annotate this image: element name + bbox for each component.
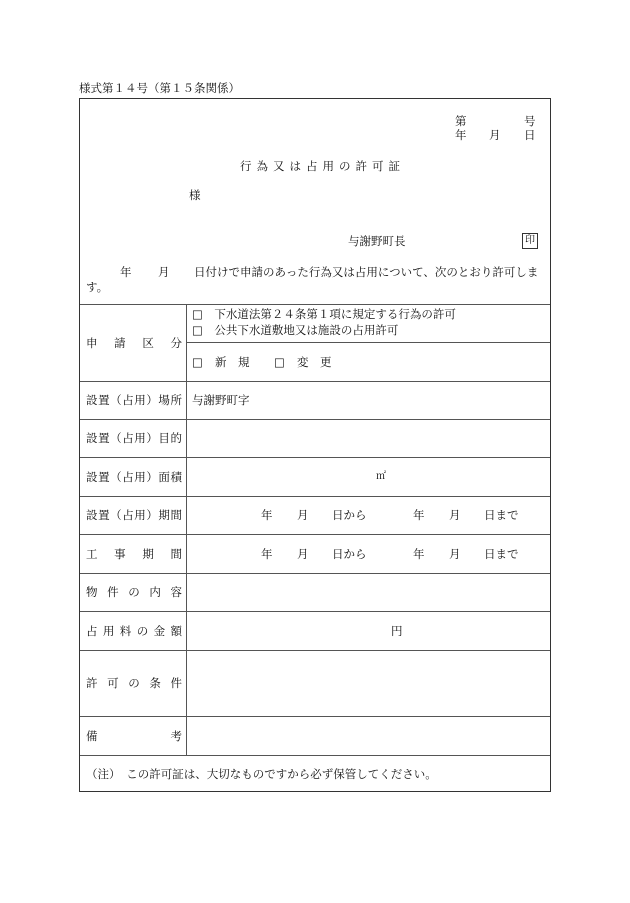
row-divider — [80, 534, 550, 535]
date-year: 年 — [455, 128, 467, 142]
row-divider — [80, 457, 550, 458]
label-text: 設置（占用）場所 — [86, 393, 182, 407]
label-text: 設置（占用）期間 — [86, 508, 182, 522]
label-text: 設置（占用）面積 — [86, 470, 182, 484]
application-new-label: 新 規 — [215, 355, 250, 369]
intro-month: 月 — [158, 265, 170, 279]
application-type-divider — [186, 342, 550, 343]
label-text: 備考 — [86, 729, 182, 743]
location-value: 与謝野町字 — [192, 393, 250, 407]
row-divider — [80, 496, 550, 497]
construction-period-label — [86, 544, 182, 564]
label-text: 設置（占用）目的 — [86, 431, 182, 445]
application-option-occupancy-permit: □ 公共下水道敷地又は施設の占用許可 — [192, 323, 399, 337]
addressee-sama: 様 — [189, 188, 201, 202]
application-type-label — [86, 333, 182, 353]
table-top-border — [80, 304, 550, 305]
row-divider — [80, 755, 550, 756]
label-text: 物件の内容 — [86, 585, 182, 599]
remarks-label — [86, 726, 182, 746]
row-divider — [80, 419, 550, 420]
application-change-label: 変 更 — [297, 355, 332, 369]
label-text: 許可の条件 — [86, 676, 182, 690]
fee-label — [86, 621, 182, 641]
label-text: 申請区分 — [86, 336, 182, 350]
application-change-checkbox: □ — [274, 355, 285, 369]
date-day: 日 — [524, 128, 536, 142]
fee-unit: 円 — [391, 624, 403, 638]
period-from-month: 月 — [297, 508, 309, 522]
construction-from-year: 年 — [261, 547, 273, 561]
construction-to-year: 年 — [413, 547, 425, 561]
period-label — [86, 505, 182, 525]
issuer-name: 与謝野町長 — [348, 234, 406, 248]
purpose-label — [86, 428, 182, 448]
seal-mark — [522, 232, 538, 249]
label-text: 工事期間 — [86, 547, 182, 561]
row-divider — [80, 573, 550, 574]
label-column-divider — [186, 304, 187, 755]
label-text: 占用料の金額 — [86, 624, 182, 638]
permit-form — [79, 98, 551, 792]
row-divider — [80, 650, 550, 651]
conditions-label — [86, 673, 182, 693]
area-unit: ㎡ — [376, 471, 386, 482]
intro-text-line1: 日付けで申請のあった行為又は占用について、次のとおり許可しま — [194, 265, 539, 279]
period-from-year: 年 — [261, 508, 273, 522]
construction-to-month: 月 — [449, 547, 461, 561]
construction-from-month: 月 — [297, 547, 309, 561]
intro-text-line2: す。 — [86, 280, 109, 294]
application-new-checkbox: □ — [192, 355, 203, 369]
form-title: 行為又は占用の許可証 — [240, 159, 405, 173]
row-divider — [80, 381, 550, 382]
seal-text: 印 — [522, 233, 538, 249]
construction-from-day: 日から — [332, 547, 367, 561]
area-label — [86, 467, 182, 487]
number-go: 号 — [524, 114, 536, 128]
number-dai: 第 — [455, 114, 467, 128]
row-divider — [80, 611, 550, 612]
application-option-act-permit: □ 下水道法第２４条第１項に規定する行為の許可 — [192, 307, 456, 321]
form-code: 様式第１４号（第１５条関係） — [79, 81, 240, 95]
intro-year: 年 — [120, 265, 132, 279]
location-label — [86, 390, 182, 410]
contents-label — [86, 582, 182, 602]
date-month: 月 — [489, 128, 501, 142]
row-divider — [80, 716, 550, 717]
note-text: （注） この許可証は、大切なものですから必ず保管してください。 — [86, 767, 437, 781]
period-to-day: 日まで — [484, 508, 519, 522]
period-to-year: 年 — [413, 508, 425, 522]
construction-to-day: 日まで — [484, 547, 519, 561]
period-to-month: 月 — [449, 508, 461, 522]
period-from-day: 日から — [332, 508, 367, 522]
